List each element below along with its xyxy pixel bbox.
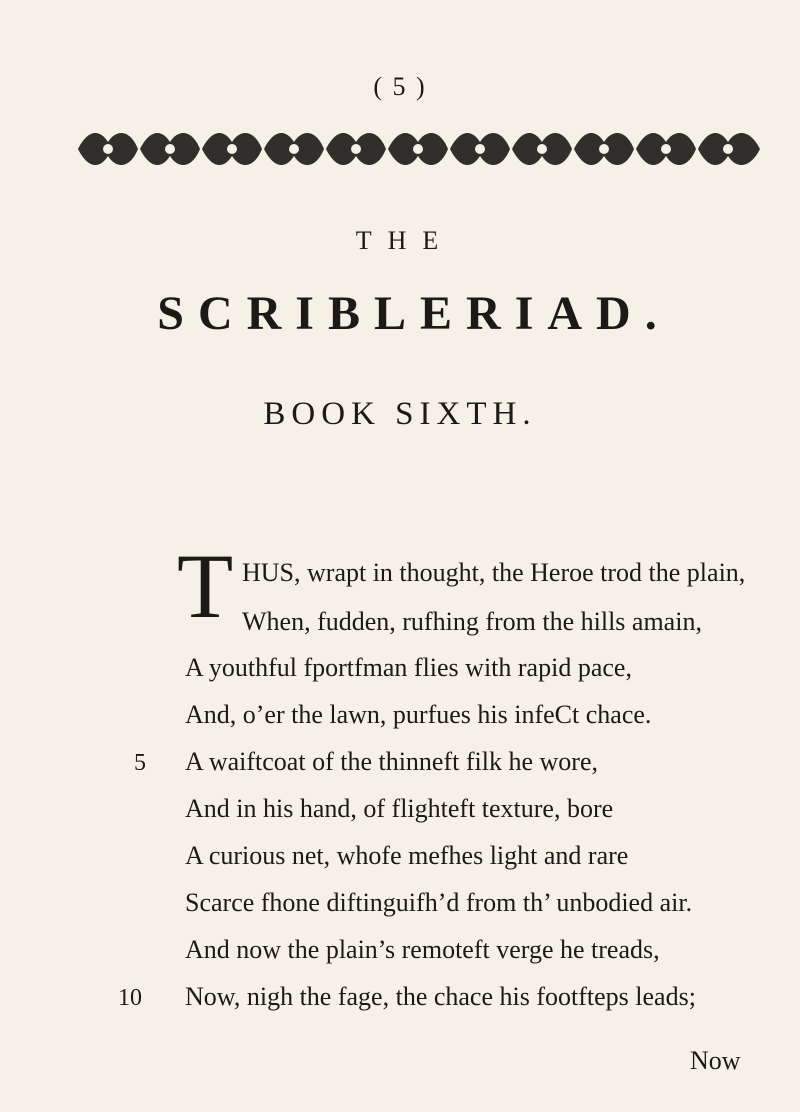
poem-line: A curious net, whofe mefhes light and rare xyxy=(185,841,629,870)
line-number: 10 xyxy=(118,985,142,1011)
line-number: 5 xyxy=(134,750,146,776)
poem-line: And now the plain’s remoteft verge he treads, xyxy=(185,935,660,964)
heading-the: THE xyxy=(355,226,455,255)
poem-line: Now, nigh the fage, the chace his footfteps leads; xyxy=(185,982,696,1011)
poem-line: Scarce fhone diftinguifh’d from th’ unbodied air. xyxy=(185,888,693,917)
catchword: Now xyxy=(690,1046,741,1075)
book-title: SCRIBLERIAD. xyxy=(157,287,671,340)
poem-line: A waiftcoat of the thinneft filk he wore, xyxy=(185,747,598,776)
book-subtitle: BOOK SIXTH. xyxy=(263,396,537,432)
page-number: ( 5 ) xyxy=(373,72,427,101)
poem-line: HUS, wrapt in thought, the Heroe trod the plain, xyxy=(242,558,746,587)
poem-line: And, o’er the lawn, purfues his infeCt chace. xyxy=(185,700,652,729)
poem-line: And in his hand, of flighteft texture, bore xyxy=(185,794,614,823)
poem-line: A youthful fportfman flies with rapid pace, xyxy=(185,653,632,682)
decorative-ornament-band xyxy=(78,124,760,174)
poem-line: When, fudden, rufhing from the hills amain, xyxy=(242,607,702,636)
drop-cap-initial: T xyxy=(177,535,234,637)
